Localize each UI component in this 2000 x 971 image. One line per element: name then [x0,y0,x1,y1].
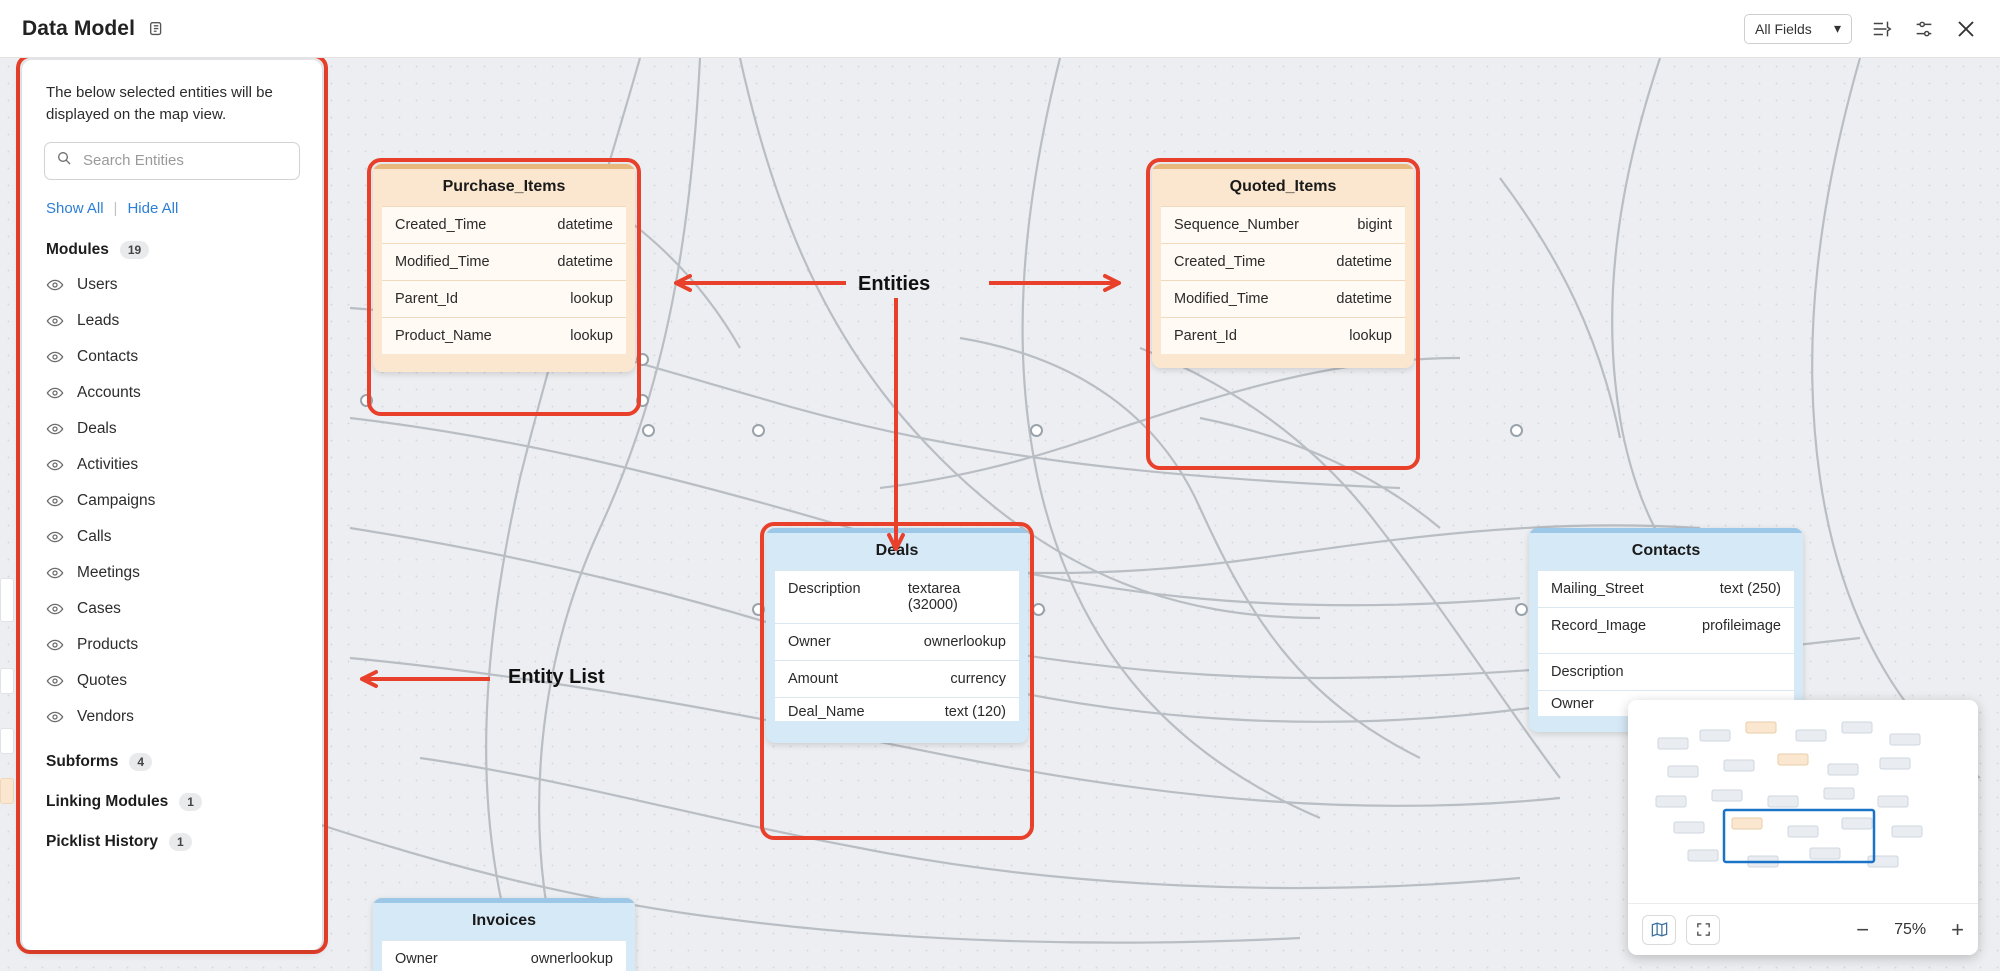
sidebar-item-label: Leads [77,311,120,329]
field-type: datetime [557,254,613,270]
sidebar-item-calls[interactable] [22,519,322,555]
field-type: lookup [570,291,613,307]
link-separator: | [113,199,118,217]
eye-icon[interactable] [46,708,64,726]
entity-field-row[interactable] [382,940,626,971]
field-type: bigint [1357,217,1392,233]
field-type: lookup [1349,328,1392,344]
sidebar-item-contacts[interactable] [22,339,322,375]
entity-card-quoted-items[interactable] [1152,164,1414,368]
eye-icon[interactable] [46,528,64,546]
sidebar-item-deals[interactable] [22,411,322,447]
minimap-toolbar [1628,903,1978,955]
sidebar-item-cases[interactable] [22,591,322,627]
eye-icon[interactable] [46,636,64,654]
connector-nub [752,603,765,616]
field-name: Deal_Name [788,704,865,720]
show-hide-links [22,180,322,229]
connector-nub [360,394,373,407]
sidebar-item-meetings[interactable] [22,555,322,591]
hide-all-link[interactable]: Hide All [127,199,179,217]
all-fields-dropdown[interactable] [1744,14,1852,44]
entity-field-row[interactable] [1161,317,1405,354]
field-name: Parent_Id [395,291,458,307]
connector-nub [1032,603,1045,616]
panel-description: The below selected entities will be displayed on the map view. [46,84,273,123]
field-type: datetime [557,217,613,233]
connector-nub [636,353,649,366]
field-name: Description [1551,664,1624,680]
field-type: datetime [1336,291,1392,307]
group-header-modules[interactable] [22,229,322,267]
group-header-subforms[interactable] [22,735,322,779]
entity-field-row[interactable] [382,243,626,280]
sidebar-item-label: Meetings [77,563,140,581]
eye-icon[interactable] [46,600,64,618]
sidebar-item-label: Campaigns [77,491,156,509]
edge-card-fragment [0,578,14,622]
entity-field-row[interactable] [1161,243,1405,280]
field-name: Modified_Time [1174,291,1269,307]
entity-title: Quoted_Items [1152,169,1414,206]
connector-nub [1030,424,1043,437]
field-type: textarea (32000) [907,581,961,613]
list-tree-icon[interactable] [1870,17,1894,41]
sidebar-item-label: Contacts [77,347,139,365]
header-actions [1744,14,1978,44]
eye-icon[interactable] [46,420,64,438]
entity-title: Contacts [1529,533,1803,570]
annotation-arrow-down-entities [882,294,912,564]
annotation-entity-list: Entity List [508,666,605,688]
field-name: Owner [788,634,831,650]
eye-icon[interactable] [46,276,64,294]
chevron-down-icon: ▾ [1833,20,1841,36]
app-header [0,0,2000,58]
field-type: datetime [1336,254,1392,270]
eye-icon[interactable] [46,456,64,474]
connector-nub [636,394,649,407]
eye-icon[interactable] [46,564,64,582]
close-icon[interactable] [1954,17,1978,41]
entity-field-row[interactable] [1161,206,1405,243]
annotation-arrow-entity-list [348,666,498,692]
group-header-picklist-history[interactable] [22,819,322,859]
field-name: Record_Image [1551,618,1647,634]
field-type: lookup [570,328,613,344]
group-label: Picklist History [46,832,158,850]
search-icon [56,150,72,171]
field-name: Sequence_Number [1174,217,1299,233]
search-entities-field[interactable] [44,142,300,180]
entity-card-invoices[interactable] [373,898,635,971]
entity-field-row[interactable] [775,660,1019,697]
field-name: Owner [395,951,438,967]
eye-icon[interactable] [46,348,64,366]
page-title: Data Model [22,16,136,40]
sidebar-item-label: Deals [77,419,117,437]
eye-icon[interactable] [46,492,64,510]
group-label: Modules [46,240,109,258]
field-name: Owner [1551,696,1594,712]
minimap-graph [1628,700,1978,903]
field-name: Modified_Time [395,254,490,270]
field-type: ownerlookup [923,634,1006,650]
group-count-badge: 1 [179,793,202,811]
zoom-level: 75% [1894,920,1927,938]
entity-field-row[interactable] [1538,570,1794,607]
entity-field-row[interactable] [775,697,1019,721]
field-name: Description [788,581,861,597]
entity-list-panel[interactable] [22,60,322,950]
sidebar-item-leads[interactable] [22,303,322,339]
copy-icon[interactable] [147,19,167,39]
annotation-arrow-right-entities [985,270,1135,296]
group-count-badge: 4 [129,753,152,771]
edge-card-fragment [0,778,14,804]
connector-nub [642,424,655,437]
field-name: Amount [788,671,838,687]
entity-card-purchase-items[interactable] [373,164,635,372]
eye-icon[interactable] [46,312,64,330]
group-label: Subforms [46,752,119,770]
entity-field-row[interactable] [775,570,1019,623]
group-count-badge: 1 [169,833,192,851]
sidebar-item-label: Accounts [77,383,141,401]
sidebar-item-products[interactable] [22,627,322,663]
entity-field-row[interactable] [382,206,626,243]
entity-field-row[interactable] [1538,607,1794,653]
sidebar-item-label: Calls [77,527,112,545]
connector-nub [1510,424,1523,437]
sidebar-item-vendors[interactable] [22,699,322,735]
search-input[interactable] [81,151,288,170]
connector-nub [752,424,765,437]
field-type: text (250) [1719,581,1781,597]
field-type: ownerlookup [530,951,613,967]
field-type: profileimage [1702,618,1781,634]
annotation-arrow-left-entities [660,270,850,296]
entity-title: Purchase_Items [373,169,635,206]
field-name: Parent_Id [1174,328,1237,344]
entity-title: Invoices [373,903,635,940]
field-type: text (120) [944,704,1006,720]
zoom-controls [1856,916,1964,942]
eye-icon[interactable] [46,384,64,402]
minimap-canvas[interactable] [1628,700,1978,903]
zoom-in-button[interactable]: + [1951,916,1964,942]
group-header-linking-modules[interactable] [22,779,322,819]
entity-field-row[interactable] [775,623,1019,660]
sidebar-item-label: Activities [77,455,139,473]
sidebar-item-label: Users [77,275,118,293]
entity-field-row[interactable] [1538,653,1794,690]
sidebar-item-activities[interactable] [22,447,322,483]
sidebar-item-label: Quotes [77,671,127,689]
sidebar-item-accounts[interactable] [22,375,322,411]
sidebar-item-label: Products [77,635,139,653]
group-count-badge: 19 [120,241,149,259]
minimap-panel[interactable] [1628,700,1978,955]
fullscreen-icon[interactable] [1686,915,1720,945]
field-name: Mailing_Street [1551,581,1644,597]
sidebar-item-label: Cases [77,599,121,617]
show-all-link[interactable]: Show All [46,199,104,217]
entity-field-row[interactable] [382,317,626,354]
sidebar-item-label: Vendors [77,707,134,725]
entity-title: Deals [766,533,1028,570]
entity-field-row[interactable] [382,280,626,317]
settings-sliders-icon[interactable] [1912,17,1936,41]
all-fields-label: All Fields [1755,20,1812,37]
annotation-entities: Entities [858,273,931,295]
sidebar-item-campaigns[interactable] [22,483,322,519]
edge-card-fragment [0,728,14,754]
field-type: currency [950,671,1006,687]
sidebar-item-quotes[interactable] [22,663,322,699]
field-name: Created_Time [395,217,487,233]
map-icon[interactable] [1642,915,1676,945]
entity-field-row[interactable] [1161,280,1405,317]
field-name: Product_Name [395,328,492,344]
field-name: Created_Time [1174,254,1266,270]
edge-card-fragment [0,668,14,694]
group-label: Linking Modules [46,792,169,810]
eye-icon[interactable] [46,672,64,690]
zoom-out-button[interactable]: − [1856,916,1870,942]
connector-nub [1515,603,1528,616]
sidebar-item-users[interactable] [22,267,322,303]
